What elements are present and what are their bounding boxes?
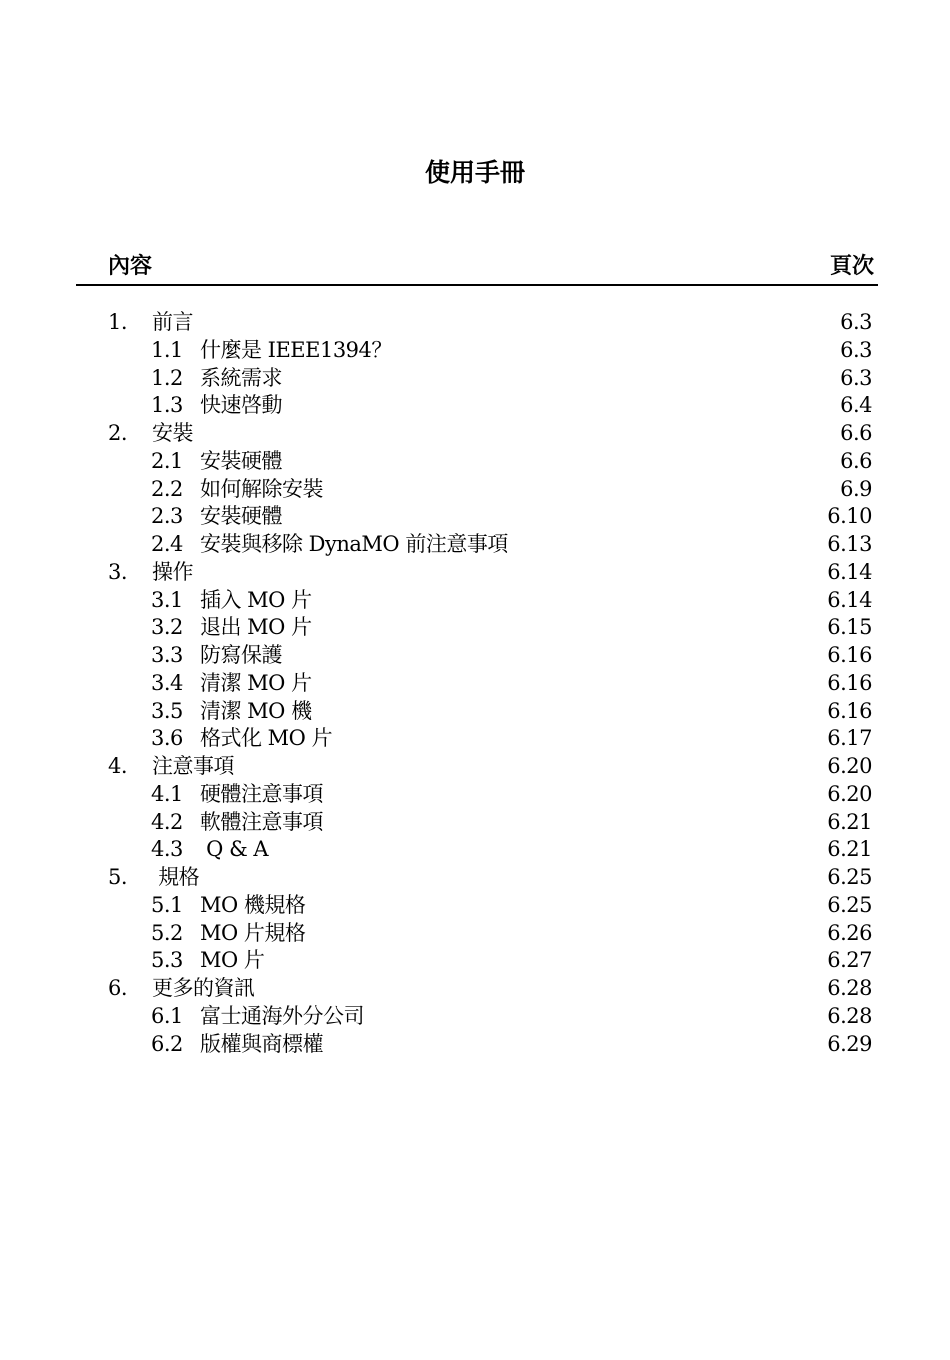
toc-entry-page: 6.14 — [827, 587, 872, 612]
toc-entry-label: 如何解除安裝 — [200, 476, 323, 501]
toc-entry-page: 6.6 — [840, 421, 872, 445]
toc-entry-number: 3.2 — [151, 615, 183, 640]
page-title: 使用手冊 — [424, 158, 525, 187]
toc-entry-number: 4.1 — [151, 781, 183, 806]
toc-section-entry[interactable] — [108, 947, 872, 975]
toc-entry-page: 6.9 — [840, 476, 872, 501]
toc-entry-number: 6. — [108, 976, 128, 1000]
toc-entry-page: 6.3 — [840, 365, 872, 390]
toc-entry-number: 3.6 — [151, 726, 183, 751]
toc-contents-heading: 內容 — [108, 254, 153, 279]
toc-entry-number: 2. — [108, 421, 128, 445]
toc-chapter-entry[interactable] — [108, 309, 872, 337]
toc-section-entry[interactable] — [108, 836, 872, 864]
toc-section-entry[interactable] — [108, 892, 872, 920]
toc-section-entry[interactable] — [108, 448, 872, 476]
toc-entry-page: 6.26 — [827, 920, 872, 945]
toc-entry-label: 安裝硬體 — [200, 448, 282, 473]
toc-entry-page: 6.28 — [827, 976, 872, 1000]
toc-entry-page: 6.14 — [827, 559, 872, 584]
toc-chapter-entry[interactable] — [108, 420, 872, 448]
toc-entry-page: 6.3 — [840, 310, 872, 334]
toc-entry-page: 6.20 — [827, 781, 872, 806]
toc-entry-label: 硬體注意事項 — [200, 781, 323, 806]
toc-entry-page: 6.25 — [827, 892, 872, 917]
toc-entry-label: 軟體注意事項 — [200, 809, 323, 834]
toc-entry-number: 3.5 — [151, 698, 183, 723]
toc-page-heading: 頁次 — [829, 254, 874, 279]
toc-section-entry[interactable] — [108, 614, 872, 642]
toc-entry-number: 1.2 — [151, 365, 183, 390]
toc-entry-page: 6.10 — [827, 504, 872, 529]
toc-entry-label: 格式化 MO 片 — [200, 726, 333, 751]
toc-entry-label: 什麼是 IEEE1394？ — [200, 337, 392, 362]
toc-entry-page: 6.6 — [840, 448, 872, 473]
toc-section-entry[interactable] — [108, 920, 872, 948]
toc-section-entry[interactable] — [108, 725, 872, 753]
toc-entry-page: 6.21 — [827, 837, 872, 862]
toc-entry-label: 操作 — [152, 559, 193, 584]
toc-entry-number: 2.1 — [151, 448, 183, 473]
toc-entry-page: 6.16 — [827, 698, 872, 723]
toc-section-entry[interactable] — [108, 698, 872, 726]
toc-entry-label: 安裝與移除 DynaMO 前注意事項 — [200, 532, 508, 556]
toc-entry-page: 6.25 — [827, 865, 872, 889]
toc-entry-number: 2.2 — [151, 476, 183, 501]
toc-section-entry[interactable] — [108, 337, 872, 365]
toc-entry-number: 6.1 — [151, 1003, 183, 1028]
toc-entry-number: 4.3 — [151, 837, 183, 862]
toc-chapter-entry[interactable] — [108, 753, 872, 781]
toc-chapter-entry[interactable] — [108, 559, 872, 587]
toc-chapter-entry[interactable] — [108, 864, 872, 892]
toc-entry-number: 4.2 — [151, 809, 183, 834]
toc-entry-number: 3.1 — [151, 587, 183, 612]
toc-entry-page: 6.28 — [827, 1003, 872, 1028]
toc-entry-label: 插入 MO 片 — [200, 587, 312, 612]
toc-entry-page: 6.20 — [827, 754, 872, 778]
toc-entry-page: 6.29 — [827, 1031, 872, 1056]
toc-entry-number: 5. — [108, 865, 128, 889]
toc-entry-number: 3.4 — [151, 670, 183, 695]
toc-section-entry[interactable] — [108, 809, 872, 837]
toc-entry-number: 4. — [108, 754, 128, 778]
toc-entry-label: 清潔 MO 片 — [200, 670, 312, 695]
toc-entry-number: 2.4 — [151, 532, 183, 556]
table-of-contents — [108, 309, 872, 1058]
toc-entry-page: 6.3 — [840, 337, 872, 362]
toc-entry-label: 規格 — [152, 865, 200, 889]
toc-entry-number: 5.3 — [151, 948, 183, 973]
toc-entry-page: 6.21 — [827, 809, 872, 834]
toc-entry-label: 前言 — [152, 310, 193, 334]
toc-entry-label: 富士通海外分公司 — [200, 1003, 364, 1028]
toc-section-entry[interactable] — [108, 503, 872, 531]
toc-entry-number: 2.3 — [151, 504, 183, 529]
header-divider — [76, 284, 878, 286]
toc-section-entry[interactable] — [108, 392, 872, 420]
toc-entry-number: 3. — [108, 559, 128, 584]
toc-entry-page: 6.17 — [827, 726, 872, 751]
toc-entry-page: 6.13 — [827, 532, 872, 556]
toc-entry-label: 退出 MO 片 — [200, 615, 312, 640]
toc-entry-page: 6.16 — [827, 670, 872, 695]
toc-entry-label: 系統需求 — [200, 365, 282, 390]
toc-entry-number: 1.3 — [151, 393, 183, 418]
toc-entry-label: Q & A — [200, 837, 269, 862]
toc-entry-label: 快速啓動 — [200, 393, 282, 418]
toc-entry-label: 防寫保護 — [200, 643, 282, 667]
toc-section-entry[interactable] — [108, 642, 872, 670]
toc-section-entry[interactable] — [108, 781, 872, 809]
toc-section-entry[interactable] — [108, 1031, 872, 1059]
toc-section-entry[interactable] — [108, 531, 872, 559]
toc-section-entry[interactable] — [108, 587, 872, 615]
toc-entry-label: MO 片規格 — [200, 920, 306, 945]
toc-entry-label: 安裝 — [152, 421, 193, 445]
toc-section-entry[interactable] — [108, 365, 872, 393]
toc-header — [108, 251, 874, 283]
toc-entry-label: 清潔 MO 機 — [200, 698, 312, 723]
toc-entry-label: 版權與商標權 — [200, 1031, 323, 1056]
toc-entry-number: 3.3 — [151, 643, 183, 667]
toc-entry-label: MO 機規格 — [200, 892, 306, 917]
toc-entry-number: 6.2 — [151, 1031, 183, 1056]
toc-entry-number: 5.1 — [151, 892, 183, 917]
toc-entry-label: MO 片 — [200, 948, 265, 973]
toc-entry-number: 5.2 — [151, 920, 183, 945]
toc-chapter-entry[interactable] — [108, 975, 872, 1003]
toc-section-entry[interactable] — [108, 670, 872, 698]
toc-entry-number: 1.1 — [151, 337, 183, 362]
toc-entry-page: 6.15 — [827, 615, 872, 640]
toc-section-entry[interactable] — [108, 1003, 872, 1031]
toc-section-entry[interactable] — [108, 476, 872, 504]
toc-entry-label: 安裝硬體 — [200, 504, 282, 529]
toc-entry-page: 6.27 — [827, 948, 872, 973]
toc-entry-label: 更多的資訊 — [152, 976, 255, 1000]
toc-entry-label: 注意事項 — [152, 754, 234, 778]
toc-entry-number: 1. — [108, 310, 128, 334]
toc-entry-page: 6.4 — [840, 393, 872, 418]
toc-entry-page: 6.16 — [827, 643, 872, 667]
